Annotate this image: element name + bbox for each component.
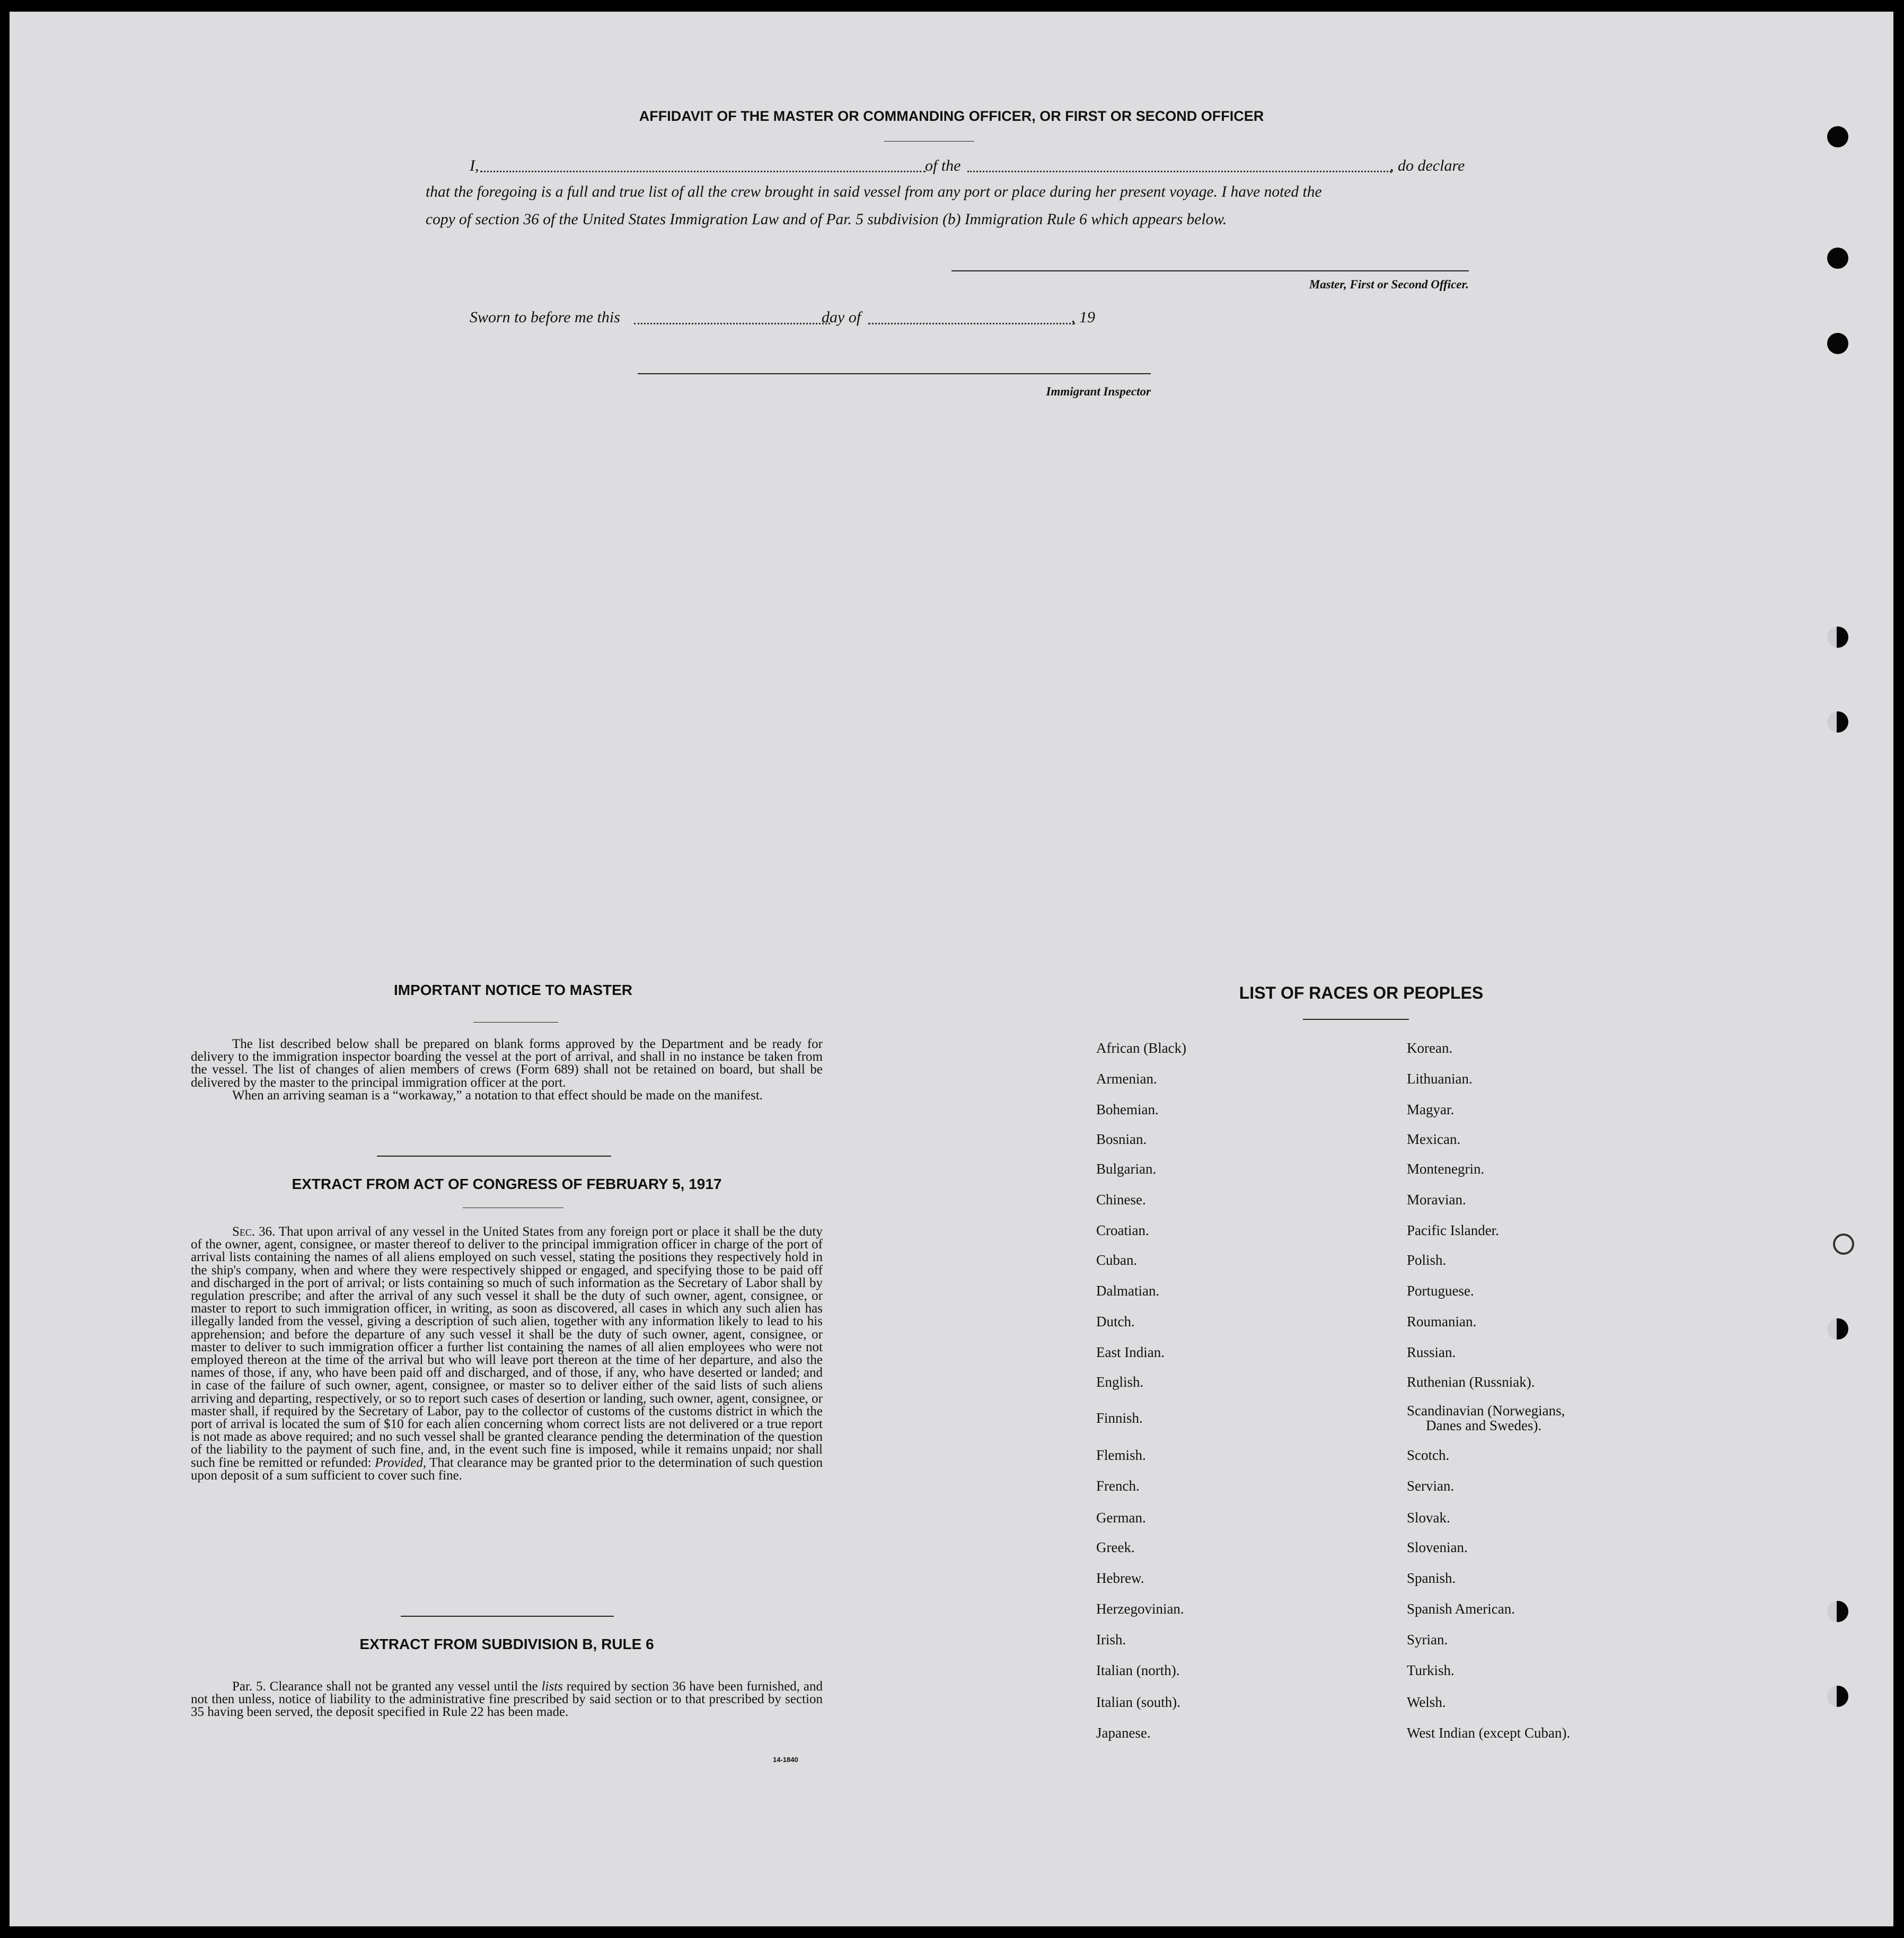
divider	[401, 1616, 614, 1617]
binder-hole	[1827, 627, 1848, 648]
race-item: Japanese.	[1096, 1725, 1151, 1741]
binder-hole	[1827, 333, 1848, 354]
section-text: That upon arrival of any vessel in the United States from any foreign port or place it shall be the duty of the owner, agent, consignee, or master thereof to deliver to the principal immigration officer in charge of the port of arrival lists containing the names of all aliens employed on such vessel, stating the positions they respectively hold in the ship's company, when and where they were respectively shipped or engaged, and specifying those to be paid off and discharged in the port of arrival; or lists containing so much of such information as the Secretary of Labor shall by regulation prescribe; and after the arrival of any such vessel it shall be the duty of such owner, agent, consignee, or master to report to such immigration officer, in writing, as soon as discovered, all cases in which any such alien has illegally landed from the vessel, giving a description of such alien, together with any information likely to lead to his apprehension; and before the departure of any such vessel it shall be the duty of such owner, agent, consignee, or master to deliver to such immigration officer a further list containing the names of all alien employees who were not employed thereon at the time of the arrival but who will leave port thereon at the time of her departure, and also the names of those, if any, who have been paid off and discharged, and of those, if any, who have deserted or landed; and in case of the failure of such owner, agent, consignee, or master so to deliver either of the said lists of such aliens arriving and departing, respectively, or so to report such cases of desertion or landing, such owner, agent, consignee, or master shall, if required by the Secretary of Labor, pay to the collector of customs of the customs district in which the port of arrival is located the sum of $10 for each alien concerning whom correct lists are not delivered or a true report is not made as above required; and no such vessel shall be granted clearance pending the determination of the question of the liability to the payment of such fine, and, in the event such fine is imposed, while it remains unpaid; nor shall such fine be remitted or refunded:	[191, 1225, 823, 1470]
race-item: Greek.	[1096, 1539, 1135, 1555]
race-item: Lithuanian.	[1407, 1071, 1473, 1087]
race-item: Welsh.	[1407, 1694, 1446, 1710]
race-item: Scotch.	[1407, 1447, 1450, 1463]
notice-title: IMPORTANT NOTICE TO MASTER	[393, 982, 633, 998]
race-item: Bosnian.	[1096, 1131, 1147, 1147]
race-item: Spanish.	[1407, 1570, 1456, 1586]
race-item: Russian.	[1407, 1344, 1456, 1360]
race-item: Italian (south).	[1096, 1694, 1180, 1710]
race-item: African (Black)	[1096, 1040, 1187, 1056]
affidavit-of-the-label: of the	[925, 157, 961, 174]
race-item: Ruthenian (Russniak).	[1407, 1374, 1535, 1390]
race-item: French.	[1096, 1478, 1140, 1494]
sworn-label: Sworn to before me this	[470, 309, 620, 326]
affidavit-i-label: I,	[470, 157, 479, 174]
binder-hole	[1827, 1318, 1848, 1340]
notice-paragraph: When an arriving seaman is a “workaway,” a notation to that effect should be made on the manifest.	[232, 1088, 763, 1103]
race-item: Magyar.	[1407, 1102, 1455, 1117]
divider	[884, 141, 974, 142]
lists-word: lists	[541, 1679, 563, 1694]
race-item: Pacific Islander.	[1407, 1222, 1499, 1238]
race-item: Polish.	[1407, 1252, 1447, 1268]
race-item: Bohemian.	[1096, 1102, 1159, 1117]
extract-act-title: EXTRACT FROM ACT OF CONGRESS OF FEBRUARY 5, 1917	[292, 1176, 722, 1192]
race-item: East Indian.	[1096, 1344, 1165, 1360]
signature-caption: Master, First or Second Officer.	[1309, 278, 1469, 291]
races-title: LIST OF RACES OR PEOPLES	[1239, 983, 1484, 1002]
binder-hole	[1827, 711, 1848, 733]
race-item: English.	[1096, 1374, 1144, 1390]
affidavit-line: copy of section 36 of the United States Immigration Law and of Par. 5 subdivision (b) Immigration Rule 6 which appears below.	[426, 211, 1227, 228]
race-item: Chinese.	[1096, 1192, 1146, 1208]
race-item: Spanish American.	[1407, 1601, 1515, 1617]
signature-line[interactable]	[951, 270, 1469, 271]
race-item: Cuban.	[1096, 1252, 1138, 1268]
race-item: Danes and Swedes).	[1426, 1417, 1542, 1433]
section-tail: That clearance may be granted prior to the determination of such question upon deposit of a sum sufficient to cover such fine.	[191, 1455, 823, 1483]
name-blank[interactable]	[480, 171, 925, 172]
race-item: Montenegrin.	[1407, 1161, 1485, 1177]
binder-hole	[1827, 126, 1848, 147]
race-item: German.	[1096, 1510, 1146, 1526]
extract-rule-body	[191, 1680, 823, 1719]
affidavit-declare-label: , do declare	[1390, 157, 1465, 174]
notice-paragraph: The list described below shall be prepared on blank forms approved by the Department and be ready for delivery to the immigration inspector boarding the vessel at the port of arrival, and shall in no instance be taken from the vessel. The list of changes of alien members of crews (Form 689) shall not be retained on board, but shall be delivered by the master to the principal immigration officer at the port.	[191, 1037, 823, 1090]
section-label: Sec. 36.	[232, 1225, 276, 1239]
race-item: Dalmatian.	[1096, 1283, 1160, 1299]
extract-act-body	[191, 1226, 823, 1482]
day-blank[interactable]	[634, 323, 830, 324]
binder-hole	[1827, 248, 1848, 269]
race-item: Mexican.	[1407, 1131, 1461, 1147]
year-label: , 19	[1071, 309, 1095, 326]
race-item: Croatian.	[1096, 1222, 1149, 1238]
race-item: Finnish.	[1096, 1410, 1143, 1426]
divider	[473, 1022, 558, 1023]
notice-body	[191, 1038, 823, 1102]
affidavit-line: that the foregoing is a full and true list of all the crew brought in said vessel from any port or place during her present voyage. I have noted the	[426, 183, 1322, 200]
race-item: Slovenian.	[1407, 1539, 1468, 1555]
race-item: Syrian.	[1407, 1632, 1448, 1648]
affidavit-title: AFFIDAVIT OF THE MASTER OR COMMANDING OFFICER, OR FIRST OR SECOND OFFICER	[639, 108, 1264, 124]
day-of-label: day of	[822, 309, 861, 326]
race-item: Moravian.	[1407, 1192, 1466, 1208]
race-item: Korean.	[1407, 1040, 1453, 1056]
inspector-signature-line[interactable]	[638, 373, 1151, 374]
inspector-caption: Immigrant Inspector	[1046, 385, 1151, 398]
race-item: Portuguese.	[1407, 1283, 1474, 1299]
race-item: Servian.	[1407, 1478, 1455, 1494]
binder-hole	[1827, 1686, 1848, 1707]
provided-word: Provided,	[375, 1455, 427, 1470]
month-blank[interactable]	[868, 323, 1075, 324]
race-item: Italian (north).	[1096, 1662, 1180, 1678]
race-item: Armenian.	[1096, 1071, 1157, 1087]
divider	[1303, 1019, 1409, 1020]
rule-text: Par. 5. Clearance shall not be granted any vessel until the	[232, 1679, 538, 1694]
binder-hole	[1827, 1601, 1848, 1622]
race-item: Dutch.	[1096, 1314, 1135, 1329]
extract-rule-title: EXTRACT FROM SUBDIVISION B, RULE 6	[359, 1636, 654, 1652]
race-item: Turkish.	[1407, 1662, 1455, 1678]
form-number: 14-1840	[773, 1756, 798, 1764]
race-item: Roumanian.	[1407, 1314, 1477, 1329]
rule-text: required by section 36 have been furnished, and not then unless, notice of liability to the administrative fine prescribed by said section or to that prescribed by section 35 having been served, the deposit specified in Rule 22 has been made.	[191, 1679, 823, 1720]
race-item: Irish.	[1096, 1632, 1126, 1648]
race-item: West Indian (except Cuban).	[1407, 1725, 1571, 1741]
race-item: Flemish.	[1096, 1447, 1146, 1463]
race-item: Bulgarian.	[1096, 1161, 1157, 1177]
divider	[377, 1156, 611, 1157]
binder-hole	[1833, 1234, 1854, 1255]
race-item: Hebrew.	[1096, 1570, 1144, 1586]
race-item: Herzegovinian.	[1096, 1601, 1184, 1617]
vessel-blank[interactable]	[967, 171, 1391, 172]
form-sheet	[10, 12, 1893, 1926]
race-item: Slovak.	[1407, 1510, 1450, 1526]
race-item: Scandinavian (Norwegians,	[1407, 1403, 1565, 1419]
